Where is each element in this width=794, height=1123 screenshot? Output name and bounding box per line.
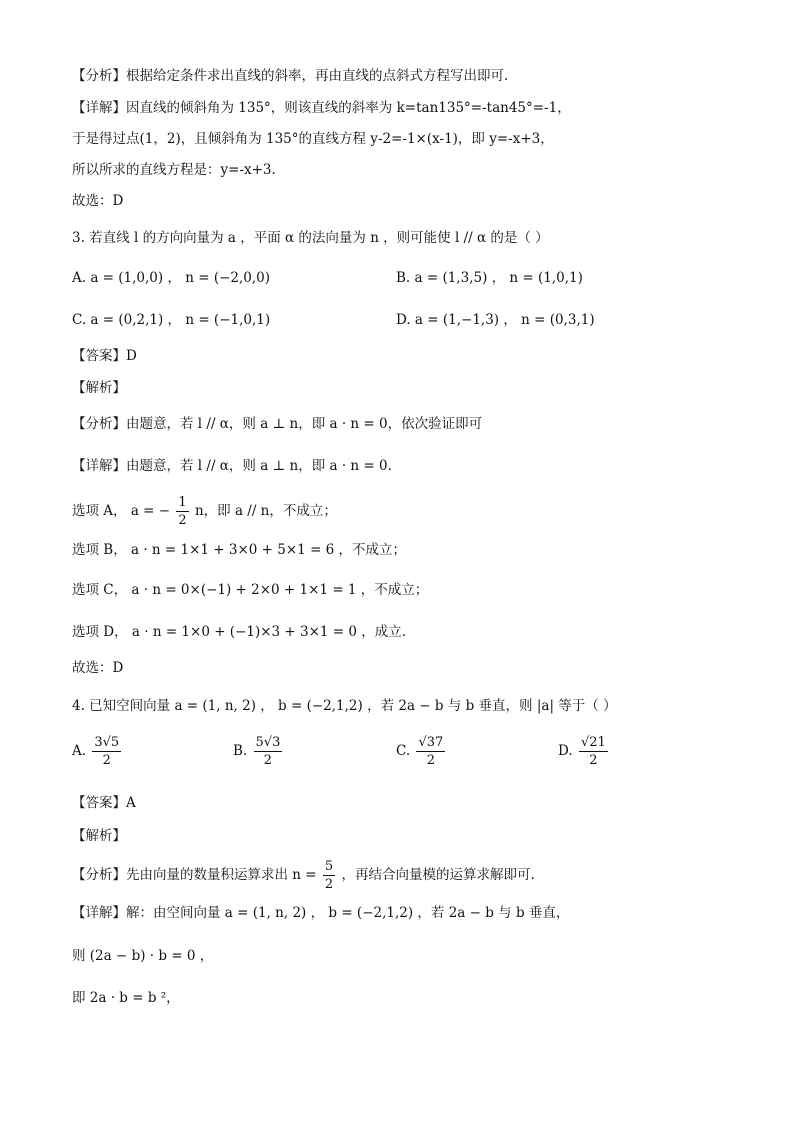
detail-line-2: 于是得过点(1，2)，且倾斜角为 135°的直线方程 y-2=-1×(x-1)，即 y=-x+3， (72, 131, 554, 147)
option-a-analysis (72, 496, 337, 527)
step-2: 即 2a · b = b ²， (72, 990, 180, 1006)
analysis-header-4: 【解析】 (72, 828, 126, 844)
q4-a-den: 2 (102, 753, 111, 768)
q3-option-a: A. a = (1,0,0) ， n = (−2,0,0) (72, 270, 271, 286)
fraction-num: 1 (178, 495, 187, 510)
q4-c-frac (416, 736, 445, 767)
q4-a-num: 3√5 (94, 735, 120, 750)
q4-a-frac (92, 736, 121, 767)
step-1: 则 (2a − b) · b = 0 ， (72, 948, 214, 964)
analysis-4-text-2: ，再结合向量模的运算求解即可. (341, 867, 535, 883)
q4-d-frac (579, 736, 608, 767)
q4-c-den: 2 (426, 753, 435, 768)
detail-line: 【详解】因直线的倾斜角为 135°，则该直线的斜率为 k=tan135°=-tan45°=-1， (72, 100, 571, 116)
q4-option-b (233, 736, 284, 767)
detail-4: 【详解】解：由空间向量 a = (1, n, 2) ， b = (−2,1,2) ，若 2a − b 与 b 垂直， (72, 905, 570, 921)
analysis-4-text: 【分析】先由向量的数量积运算求出 n = (72, 867, 317, 883)
q3-option-b: B. a = (1,3,5) ， n = (1,0,1) (396, 270, 583, 286)
q4-d-label: D. (558, 743, 573, 759)
fraction-den: 2 (178, 513, 187, 528)
analysis-3: 【分析】由题意，若 l // α，则 a ⊥ n，即 a · n = 0，依次验证即可 (72, 416, 483, 432)
q4-option-a (72, 736, 123, 767)
q4-a-label: A. (72, 743, 87, 759)
analysis-4 (72, 860, 535, 891)
detail-3: 【详解】由题意，若 l // α，则 a ⊥ n，即 a · n = 0. (72, 458, 392, 474)
option-c-analysis: 选项 C， a · n = 0×(−1) + 2×0 + 1×1 = 1 ，不成立； (72, 582, 429, 598)
answer-4: 【答案】A (72, 795, 136, 811)
answer-3: 【答案】D (72, 348, 137, 364)
q3-option-d: D. a = (1,−1,3) ， n = (0,3,1) (396, 312, 595, 328)
question-3: 3. 若直线 l 的方向向量为 a ，平面 α 的法向量为 n ，则可能使 l // α 的是（ ） (72, 230, 549, 246)
q4-b-frac (254, 736, 283, 767)
fraction-n (323, 860, 335, 891)
q4-b-label: B. (233, 743, 248, 759)
option-b-analysis: 选项 B， a · n = 1×1 + 3×0 + 5×1 = 6 ，不成立； (72, 542, 407, 558)
fraction-n-num: 5 (324, 859, 334, 874)
option-a-text-2: n，即 a // n，不成立； (194, 503, 337, 519)
q4-d-num: √21 (580, 735, 606, 750)
q4-d-den: 2 (589, 753, 598, 768)
detail-line-3: 所以所求的直线方程是：y=-x+3. (72, 162, 276, 178)
q4-option-c (396, 736, 447, 767)
analysis-header-3: 【解析】 (72, 380, 126, 396)
q4-c-num: √37 (418, 735, 444, 750)
q4-option-d (558, 736, 610, 767)
question-4: 4. 已知空间向量 a = (1, n, 2) ， b = (−2,1,2) ，若 2a − b 与 b 垂直，则 |a| 等于（ ） (72, 698, 617, 714)
q3-option-c: C. a = (0,2,1) ， n = (−1,0,1) (72, 312, 271, 328)
fraction-n-den: 2 (324, 877, 334, 892)
choice-3: 故选：D (72, 660, 124, 676)
q4-b-den: 2 (263, 753, 273, 768)
option-d-analysis: 选项 D， a · n = 1×0 + (−1)×3 + 3×1 = 0 ，成立. (72, 624, 407, 640)
option-a-text: 选项 A， a = − (72, 503, 171, 519)
fraction-half (176, 496, 188, 527)
choice-line: 故选：D (72, 193, 124, 209)
q4-b-num: 5√3 (255, 735, 281, 750)
analysis-line: 【分析】根据给定条件求出直线的斜率，再由直线的点斜式方程写出即可. (72, 68, 509, 84)
q4-c-label: C. (396, 743, 411, 759)
